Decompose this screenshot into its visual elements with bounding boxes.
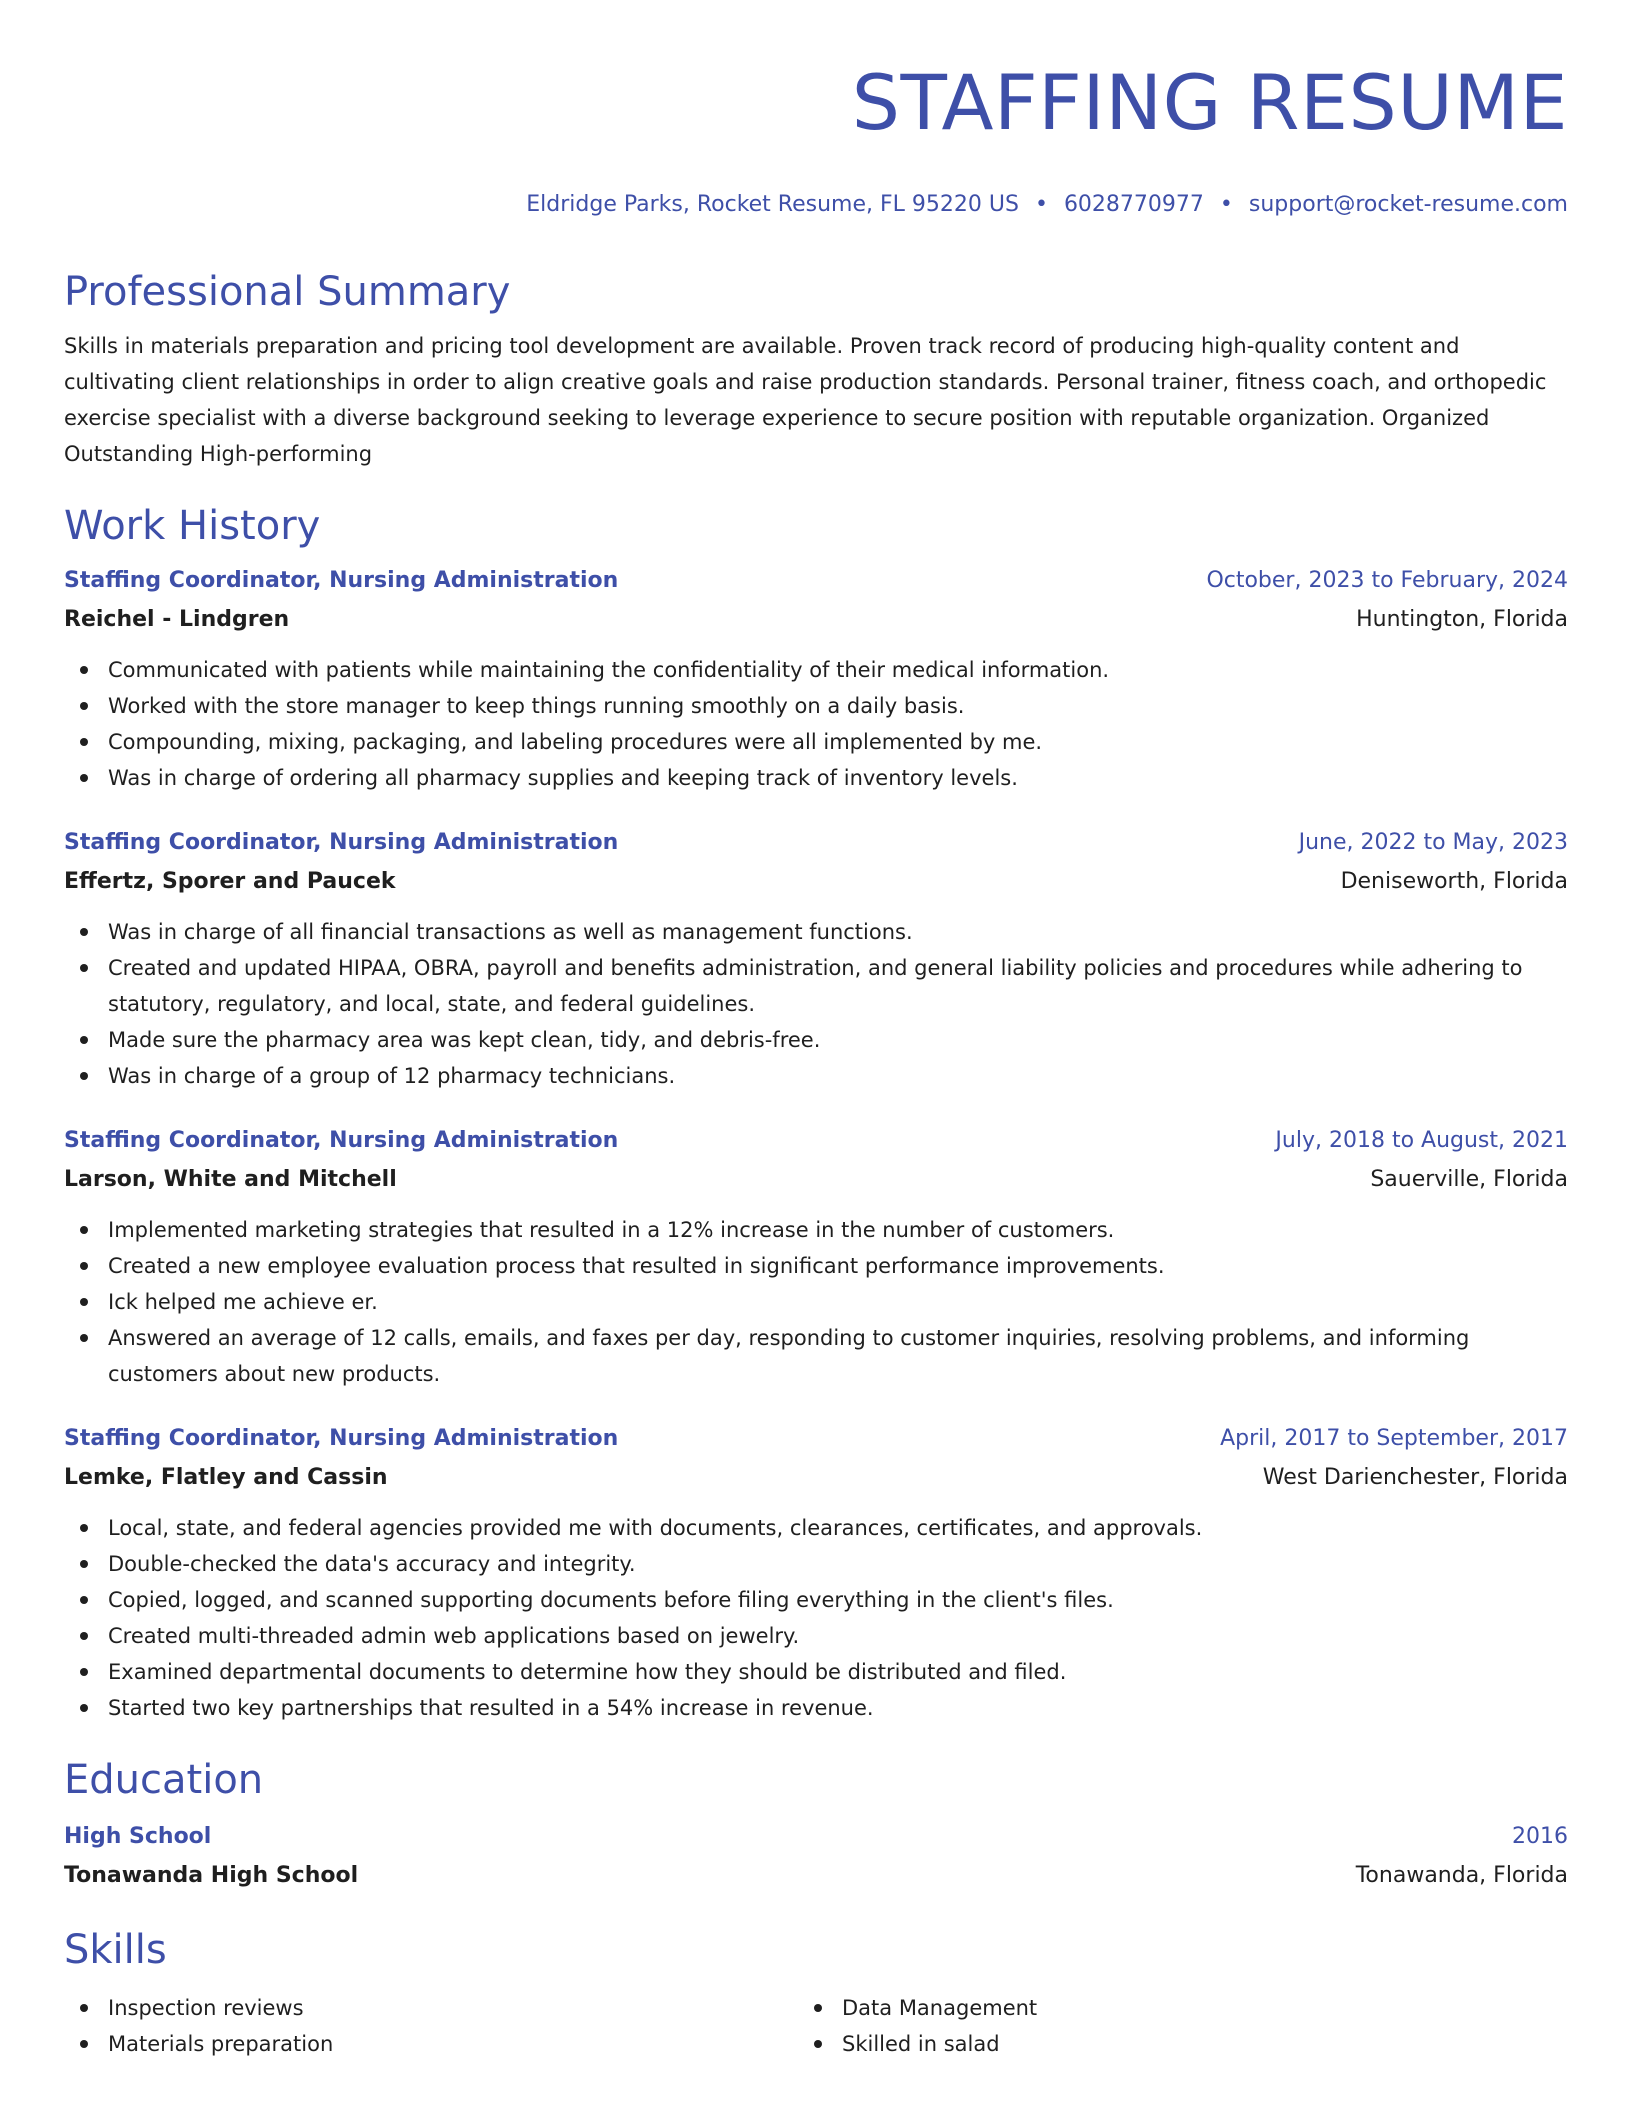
skill-item: Data Management	[798, 1990, 1532, 2026]
skills-grid	[64, 1990, 1568, 2062]
job-bullet: Was in charge of ordering all pharmacy supplies and keeping track of inventory levels.	[64, 760, 1568, 796]
job-title: Staffing Coordinator, Nursing Administration	[64, 568, 619, 593]
job-employer: Reichel - Lindgren	[64, 607, 290, 632]
skills-column-right	[798, 1990, 1532, 2062]
job-dates: July, 2018 to August, 2021	[1275, 1128, 1568, 1153]
job-bullet: Worked with the store manager to keep things running smoothly on a daily basis.	[64, 688, 1568, 724]
skills-heading: Skills	[64, 1927, 167, 1973]
job-bullet: Local, state, and federal agencies provided me with documents, clearances, certificates, and approvals.	[64, 1510, 1568, 1546]
job-bullet: Created multi-threaded admin web applications based on jewelry.	[64, 1618, 1568, 1654]
job-location: West Darienchester, Florida	[1262, 1465, 1568, 1490]
job-bullet: Was in charge of all financial transactions as well as management functions.	[64, 914, 1568, 950]
job-dates: October, 2023 to February, 2024	[1206, 568, 1568, 593]
job-bullet: Started two key partnerships that resulted in a 54% increase in revenue.	[64, 1690, 1568, 1726]
contact-email[interactable]: support@rocket-resume.com	[1248, 192, 1568, 217]
job-bullet: Created a new employee evaluation process that resulted in significant performance improvements.	[64, 1248, 1568, 1284]
skills-column-left	[64, 1990, 798, 2062]
job-entry	[64, 562, 1568, 796]
job-entry	[64, 824, 1568, 1094]
resume-page	[64, 0, 1568, 2062]
job-title: Staffing Coordinator, Nursing Administration	[64, 1426, 619, 1451]
job-employer: Lemke, Flatley and Cassin	[64, 1465, 388, 1490]
contact-separator: •	[1034, 192, 1048, 217]
resume-name: STAFFING RESUME	[851, 58, 1568, 147]
job-dates: June, 2022 to May, 2023	[1298, 830, 1568, 855]
job-bullet: Compounding, mixing, packaging, and labeling procedures were all implemented by me.	[64, 724, 1568, 760]
job-bullet: Implemented marketing strategies that resulted in a 12% increase in the number of customers.	[64, 1212, 1568, 1248]
work-history-heading: Work History	[64, 503, 321, 549]
job-bullet: Made sure the pharmacy area was kept clean, tidy, and debris-free.	[64, 1022, 1568, 1058]
job-location: Sauerville, Florida	[1370, 1167, 1568, 1192]
job-bullet: Examined departmental documents to determine how they should be distributed and filed.	[64, 1654, 1568, 1690]
education-location: Tonawanda, Florida	[1355, 1863, 1568, 1888]
job-bullet: Was in charge of a group of 12 pharmacy technicians.	[64, 1058, 1568, 1094]
education-year: 2016	[1512, 1824, 1568, 1849]
job-bullet: Ick helped me achieve er.	[64, 1284, 1568, 1320]
job-bullets	[64, 652, 1568, 796]
skill-item: Inspection reviews	[64, 1990, 798, 2026]
education-school: Tonawanda High School	[64, 1863, 359, 1888]
job-location: Deniseworth, Florida	[1340, 869, 1568, 894]
job-title: Staffing Coordinator, Nursing Administration	[64, 1128, 619, 1153]
resume-header	[64, 0, 1568, 220]
job-bullets	[64, 1212, 1568, 1392]
contact-phone: 6028770977	[1063, 192, 1204, 217]
contact-separator: •	[1219, 192, 1233, 217]
job-title: Staffing Coordinator, Nursing Administration	[64, 830, 619, 855]
skill-item: Materials preparation	[64, 2026, 798, 2062]
job-dates: April, 2017 to September, 2017	[1220, 1426, 1568, 1451]
job-entry	[64, 1122, 1568, 1392]
summary-heading: Professional Summary	[64, 269, 511, 315]
education-heading: Education	[64, 1757, 264, 1803]
job-employer: Larson, White and Mitchell	[64, 1167, 397, 1192]
job-list	[64, 562, 1568, 1726]
contact-address: Eldridge Parks, Rocket Resume, FL 95220 US	[526, 192, 1019, 217]
job-location: Huntington, Florida	[1356, 607, 1568, 632]
summary-text: Skills in materials preparation and pricing tool development are available. Proven track record of producing high-quality content and cultivating client relationships in order to align creative goals and raise production standards. Personal trainer, fitness coach, and orthopedic exercise specialist with a diverse background seeking to leverage experience to secure position with reputable organization. Organized Outstanding High-performing	[64, 334, 1547, 466]
job-bullet: Answered an average of 12 calls, emails, and faxes per day, responding to customer inquiries, resolving problems, and informing customers about new products.	[64, 1320, 1568, 1392]
education-degree: High School	[64, 1824, 212, 1849]
job-bullet: Created and updated HIPAA, OBRA, payroll and benefits administration, and general liability policies and procedures while adhering to statutory, regulatory, and local, state, and federal guidelines.	[64, 950, 1568, 1022]
skill-item: Skilled in salad	[798, 2026, 1532, 2062]
job-entry	[64, 1420, 1568, 1726]
job-bullets	[64, 1510, 1568, 1726]
job-bullet: Copied, logged, and scanned supporting documents before filing everything in the client's files.	[64, 1582, 1568, 1618]
education-entry	[64, 1818, 1568, 1896]
job-bullet: Double-checked the data's accuracy and integrity.	[64, 1546, 1568, 1582]
job-employer: Effertz, Sporer and Paucek	[64, 869, 396, 894]
contact-line	[64, 190, 1568, 220]
job-bullet: Communicated with patients while maintaining the confidentiality of their medical information.	[64, 652, 1568, 688]
job-bullets	[64, 914, 1568, 1094]
